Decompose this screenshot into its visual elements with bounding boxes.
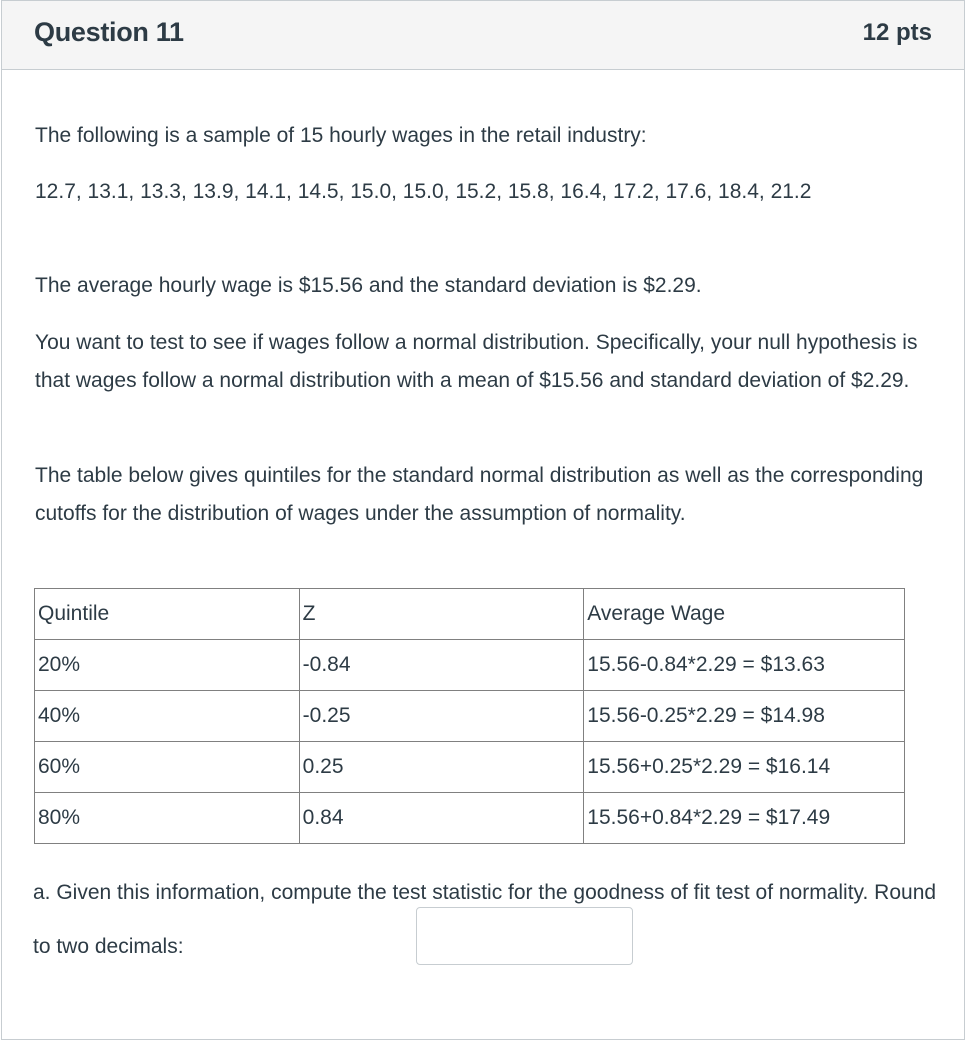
intro-text: The following is a sample of 15 hourly wages in the retail industry: xyxy=(35,124,647,147)
cell-average-wage: 15.56+0.25*2.29 = $16.14 xyxy=(584,742,905,793)
question-header xyxy=(2,1,964,70)
cell-z: 0.84 xyxy=(299,793,584,844)
question-title: Question 11 xyxy=(34,17,184,47)
cell-z: -0.84 xyxy=(299,640,584,691)
quintile-table xyxy=(34,588,905,844)
header-average-wage: Average Wage xyxy=(584,589,905,640)
cell-quintile: 20% xyxy=(35,640,300,691)
hypothesis-text: You want to test to see if wages follow a normal distribution. Specifically, your null hypothesis is that wages follow a normal distribution with a mean of $15.56 and standard deviation of $2.29. xyxy=(35,331,918,392)
cell-quintile: 60% xyxy=(35,742,300,793)
table-header-row xyxy=(35,589,905,640)
mean-sd-text: The average hourly wage is $15.56 and the standard deviation is $2.29. xyxy=(35,274,702,297)
question-points: 12 pts xyxy=(862,19,932,46)
header-quintile: Quintile xyxy=(35,589,300,640)
cell-z: -0.25 xyxy=(299,691,584,742)
cell-average-wage: 15.56-0.25*2.29 = $14.98 xyxy=(584,691,905,742)
table-row xyxy=(35,640,905,691)
answer-input[interactable] xyxy=(416,907,633,965)
table-intro-text: The table below gives quintiles for the standard normal distribution as well as the corresponding cutoffs for the distribution of wages under the assumption of normality. xyxy=(35,464,924,525)
header-z: Z xyxy=(299,589,584,640)
table-row xyxy=(35,691,905,742)
cell-average-wage: 15.56+0.84*2.29 = $17.49 xyxy=(584,793,905,844)
sample-data-text: 12.7, 13.1, 13.3, 13.9, 14.1, 14.5, 15.0, 15.0, 15.2, 15.8, 16.4, 17.2, 17.6, 18.4, 21.2 xyxy=(35,180,812,203)
table-row xyxy=(35,742,905,793)
cell-quintile: 80% xyxy=(35,793,300,844)
table-row xyxy=(35,793,905,844)
cell-quintile: 40% xyxy=(35,691,300,742)
part-a-prompt: a. Given this information, compute the test statistic for the goodness of fit test of normality. Round to two decimals: xyxy=(33,881,937,958)
cell-z: 0.25 xyxy=(299,742,584,793)
cell-average-wage: 15.56-0.84*2.29 = $13.63 xyxy=(584,640,905,691)
